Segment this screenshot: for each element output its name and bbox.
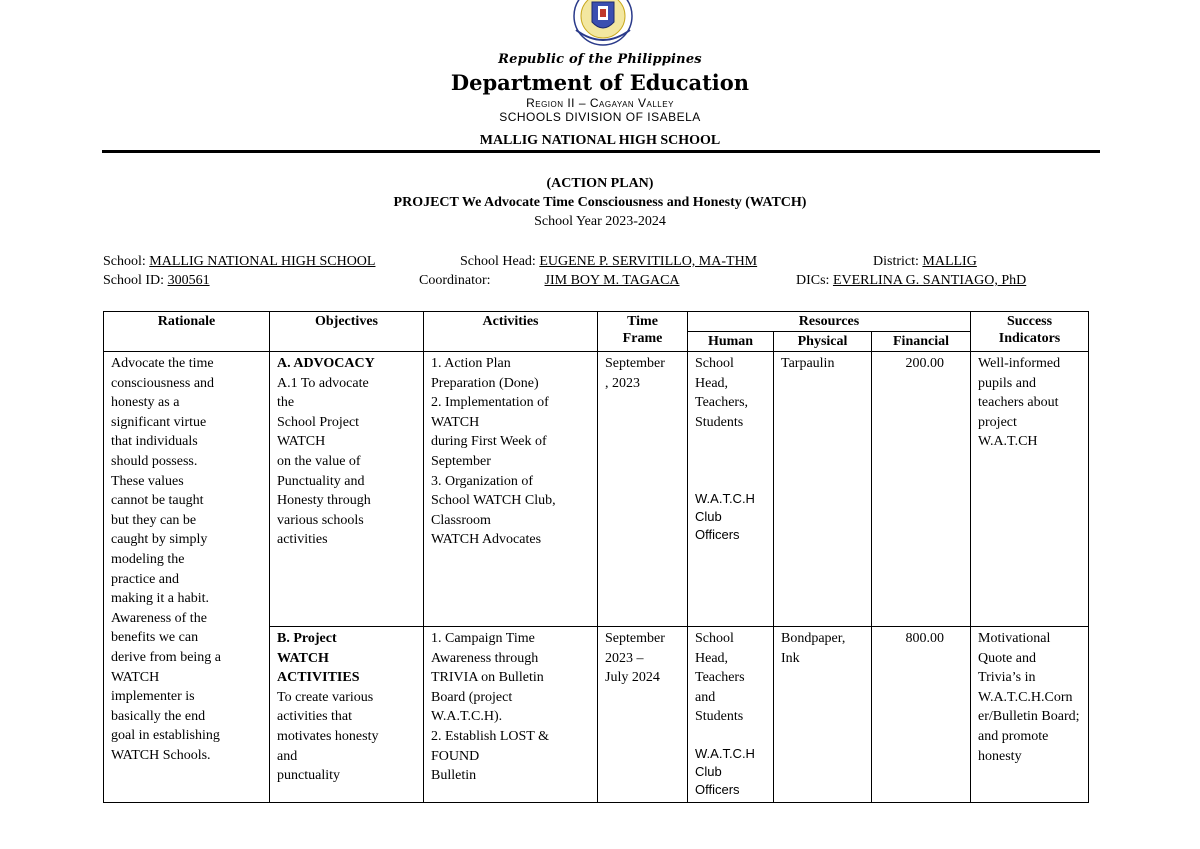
time-frame-header: Time Frame	[598, 312, 688, 352]
district-value: MALLIG	[922, 254, 977, 269]
objective-title: A. ADVOCACY	[277, 356, 375, 371]
dics-info	[796, 273, 1026, 289]
objective-cell	[270, 627, 424, 803]
dics-value: EVERLINA G. SANTIAGO, PhD	[832, 273, 1027, 288]
objective-cell	[270, 352, 424, 627]
time-frame-cell: September , 2023	[598, 352, 688, 627]
club-officers-text: W.A.T.C.H Club Officers	[695, 745, 755, 797]
school-year: School Year 2023-2024	[534, 214, 666, 229]
time-frame-cell: September 2023 – July 2024	[598, 627, 688, 803]
rationale-header: Rationale	[104, 312, 270, 352]
objective-text: A.1 To advocate the School Project WATCH on the value of Punctuality and Honesty through various schools activities	[277, 375, 371, 548]
header-divider	[102, 150, 1100, 153]
school-id-value: 300561	[167, 273, 210, 288]
school-id-label: School ID:	[103, 273, 165, 288]
financial-cell: 800.00	[872, 627, 971, 803]
coordinator-label: Coordinator:	[419, 273, 491, 288]
region-heading: Region II – Cagayan Valley	[526, 96, 674, 110]
objective-title: B. Project WATCH ACTIVITIES	[277, 631, 360, 686]
objectives-header: Objectives	[270, 312, 424, 352]
physical-resources-cell: Tarpaulin	[774, 352, 872, 627]
school-head-value: EUGENE P. SERVITILLO, MA-THM	[539, 254, 758, 269]
department-heading: Department of Education	[450, 70, 750, 95]
coordinator-info	[419, 273, 730, 289]
human-resources-text: School Head, Teachers, Students	[695, 356, 749, 430]
table-row	[104, 352, 1089, 627]
rationale-text: Advocate the time consciousness and honesty as a significant virtue that individuals should possess. These values cannot be taught but they can be caught by simply modeling the practice and making it a habit. Awareness of the benefits we can derive from being a WATCH implementer is basically the end goal in establishing WATCH Schools.	[111, 356, 222, 763]
club-officers-text: W.A.T.C.H Club Officers	[695, 491, 755, 543]
plan-title: (ACTION PLAN)	[546, 176, 654, 191]
success-indicator-cell: Well-informed pupils and teachers about project W.A.T.CH	[971, 352, 1089, 627]
financial-cell: 200.00	[872, 352, 971, 627]
human-resources-cell	[688, 352, 774, 627]
activities-header: Activities	[424, 312, 598, 352]
objective-text: To create various activities that motivates honesty and punctuality	[277, 689, 379, 784]
school-value: MALLIG NATIONAL HIGH SCHOOL	[149, 254, 376, 269]
district-label: District:	[873, 254, 919, 269]
activities-cell: 1. Campaign Time Awareness through TRIVIA on Bulletin Board (project W.A.T.C.H). 2. Establish LOST & FOUND Bulletin	[424, 627, 598, 803]
action-plan-table	[103, 311, 1089, 803]
physical-resources-cell: Bondpaper, Ink	[774, 627, 872, 803]
human-resources-cell	[688, 627, 774, 803]
resources-header: Resources	[688, 312, 971, 332]
table-header-row	[104, 312, 1089, 332]
district-info	[873, 254, 977, 270]
dics-label: DICs:	[796, 273, 830, 288]
school-head-label: School Head:	[460, 254, 536, 269]
human-header: Human	[688, 332, 774, 352]
school-label: School:	[103, 254, 146, 269]
human-resources-text: School Head, Teachers and Students	[695, 631, 745, 725]
activities-cell: 1. Action Plan Preparation (Done) 2. Implementation of WATCH during First Week of September 3. Organization of School WATCH Club, Classroom WATCH Advocates	[424, 352, 598, 627]
coordinator-value: JIM BOY M. TAGACA	[544, 273, 680, 288]
school-info	[103, 254, 375, 270]
physical-header: Physical	[774, 332, 872, 352]
school-head-info	[460, 254, 757, 270]
success-indicators-header: Success Indicators	[971, 312, 1089, 352]
rationale-cell	[104, 352, 270, 803]
school-id-info	[103, 273, 210, 289]
republic-heading: Republic of the Philippines	[498, 52, 702, 67]
school-heading: MALLIG NATIONAL HIGH SCHOOL	[479, 133, 721, 148]
project-title: PROJECT We Advocate Time Consciousness and Honesty (WATCH)	[393, 195, 807, 210]
deped-seal-logo	[572, 0, 634, 46]
financial-header: Financial	[872, 332, 971, 352]
division-heading: SCHOOLS DIVISION OF ISABELA	[499, 110, 701, 124]
success-indicator-cell: Motivational Quote and Trivia’s in W.A.T.C.H.Corn er/Bulletin Board; and promote honesty	[971, 627, 1089, 803]
